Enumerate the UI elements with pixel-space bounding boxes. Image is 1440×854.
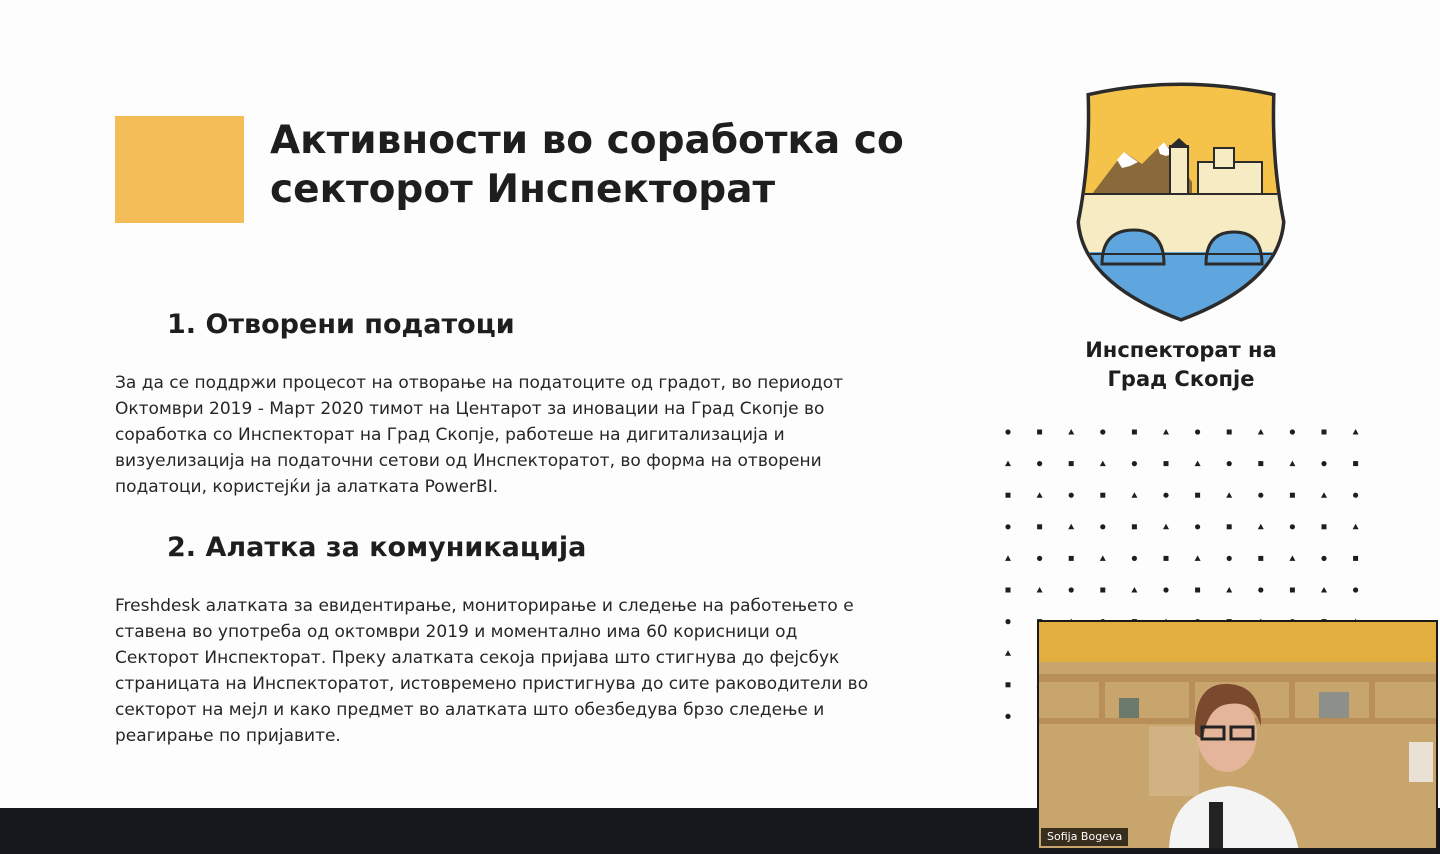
pattern-mark (1037, 492, 1043, 498)
pattern-mark (1353, 587, 1358, 592)
pattern-mark (1258, 493, 1263, 498)
participant-video-frame-icon (1039, 622, 1438, 850)
pattern-mark (1005, 461, 1011, 467)
logo-caption-line: Инспекторат на (1085, 338, 1277, 362)
pattern-mark (1069, 556, 1074, 561)
pattern-mark (1258, 429, 1264, 435)
paragraph-line: Секторот Инспекторат. Преку алатката секоја пријава што стигнува до фејсбук (115, 648, 840, 668)
pattern-mark (1353, 524, 1359, 530)
pattern-mark (1131, 492, 1137, 498)
pattern-mark (1195, 461, 1201, 467)
pattern-mark (1195, 588, 1200, 593)
pattern-mark (1100, 524, 1105, 529)
pattern-mark (1069, 587, 1074, 592)
pattern-mark (1195, 524, 1200, 529)
pattern-mark (1258, 524, 1264, 530)
pattern-mark (1037, 461, 1042, 466)
logo-caption (1060, 336, 1302, 394)
pattern-mark (1258, 587, 1263, 592)
pattern-mark (1163, 587, 1168, 592)
section-heading-open-data: 1. Отворени податоци (167, 309, 515, 340)
pattern-mark (1131, 587, 1137, 593)
pattern-mark (1290, 588, 1295, 593)
participant-video-tile[interactable] (1037, 620, 1438, 850)
pattern-mark (1195, 429, 1200, 434)
section-heading-communication-tool: 2. Алатка за комуникација (167, 532, 587, 563)
paragraph-line: страницата на Инспекторатот, истовремено пристигнува до сите раководители во (115, 674, 869, 694)
paragraph-line: визуелизација на податочни сетови од Инспекторатот, во форма на отворени (115, 451, 822, 471)
pattern-mark (1037, 524, 1042, 529)
pattern-mark (1353, 429, 1359, 435)
pattern-mark (1163, 524, 1169, 530)
pattern-mark (1005, 429, 1010, 434)
slide-title-line: Активности во соработка со (270, 118, 904, 163)
paragraph-line: податоци, користејќи ја алатката PowerBI. (115, 477, 499, 497)
pattern-mark (1163, 493, 1168, 498)
pattern-mark (1069, 461, 1074, 466)
paragraph-line: реагирање по пријавите. (115, 726, 341, 746)
pattern-mark (1258, 461, 1263, 466)
pattern-mark (1321, 492, 1327, 498)
pattern-mark (1100, 555, 1106, 561)
pattern-mark (1100, 493, 1105, 498)
pattern-mark (1006, 493, 1011, 498)
pattern-mark (1100, 429, 1105, 434)
paragraph-line: Freshdesk алатката за евидентирање, мониторирање и следење на работењето е (115, 596, 854, 616)
pattern-mark (1321, 556, 1326, 561)
pattern-mark (1164, 461, 1169, 466)
pattern-mark (1227, 524, 1232, 529)
slide-title (270, 116, 950, 214)
pattern-mark (1037, 556, 1042, 561)
participant-name-tag: Sofija Bogeva (1041, 828, 1128, 846)
pattern-mark (1322, 430, 1327, 435)
pattern-mark (1227, 430, 1232, 435)
pattern-mark (1321, 461, 1326, 466)
pattern-mark (1321, 587, 1327, 593)
skopje-coat-of-arms-icon (1072, 82, 1290, 324)
section-paragraph-open-data (115, 370, 843, 500)
pattern-mark (1068, 429, 1074, 435)
slide-title-line: секторот Инспекторат (270, 167, 776, 212)
pattern-mark (1195, 493, 1200, 498)
pattern-mark (1069, 493, 1074, 498)
section-paragraph-communication-tool (115, 593, 868, 749)
pattern-mark (1290, 493, 1295, 498)
pattern-mark (1037, 587, 1043, 593)
pattern-mark (1290, 524, 1295, 529)
paragraph-line: секторот на мејл и како предмет во алатката што обезбедува брзо следење и (115, 700, 825, 720)
pattern-mark (1258, 556, 1263, 561)
paragraph-line: За да се поддржи процесот на отворање на податоците од градот, во периодот (115, 373, 844, 393)
logo-caption-line: Град Скопје (1107, 367, 1255, 391)
pattern-mark (1226, 492, 1232, 498)
paragraph-line: ставена во употреба од октомври 2019 и моментално има 60 корисници од (115, 622, 798, 642)
pattern-mark (1006, 588, 1011, 593)
pattern-mark (1037, 430, 1042, 435)
pattern-mark (1353, 461, 1358, 466)
paragraph-line: Октомври 2019 - Март 2020 тимот на Центарот за иновации на Град Скопје во (115, 399, 825, 419)
pattern-mark (1195, 555, 1201, 561)
pattern-mark (1353, 556, 1358, 561)
pattern-mark (1100, 461, 1106, 467)
pattern-mark (1005, 524, 1010, 529)
pattern-mark (1132, 461, 1137, 466)
pattern-mark (1227, 556, 1232, 561)
pattern-mark (1005, 650, 1011, 656)
pattern-mark (1005, 714, 1010, 719)
pattern-mark (1289, 555, 1295, 561)
pattern-mark (1132, 430, 1137, 435)
pattern-mark (1005, 555, 1011, 561)
pattern-mark (1353, 493, 1358, 498)
pattern-mark (1226, 587, 1232, 593)
pattern-mark (1005, 619, 1010, 624)
pattern-mark (1227, 461, 1232, 466)
pattern-mark (1163, 429, 1169, 435)
pattern-mark (1132, 524, 1137, 529)
pattern-mark (1100, 588, 1105, 593)
pattern-mark (1322, 524, 1327, 529)
accent-square (115, 116, 244, 223)
pattern-mark (1164, 556, 1169, 561)
pattern-mark (1068, 524, 1074, 530)
pattern-mark (1132, 556, 1137, 561)
paragraph-line: соработка со Инспекторат на Град Скопје, работеше на дигитализација и (115, 425, 785, 445)
pattern-mark (1289, 461, 1295, 467)
pattern-mark (1290, 429, 1295, 434)
pattern-mark (1006, 682, 1011, 687)
